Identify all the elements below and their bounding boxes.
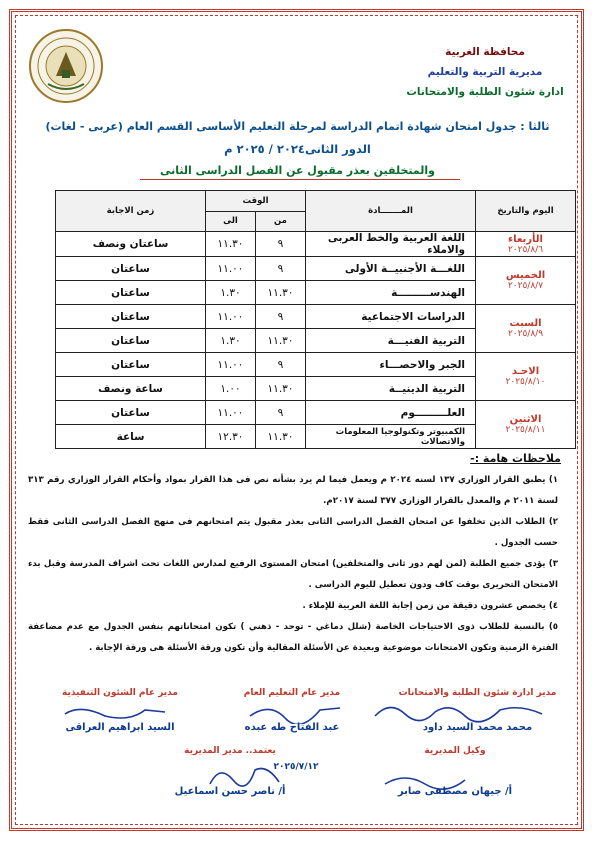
department-name: ادارة شئون الطلبة والامتحانات (406, 86, 564, 98)
duration-cell: ساعتان (56, 353, 206, 377)
handwritten-signature (370, 698, 550, 724)
handwritten-signature (60, 700, 170, 724)
governorate-seal-logo (26, 26, 106, 106)
signature-role: مدير عام الشئون التنفيذية (62, 688, 178, 698)
subject-cell: التربية الدينيــة (306, 377, 476, 401)
header-day-date: اليوم والتاريخ (476, 191, 576, 232)
signature-role: يعتمد.. مدير المديرية (184, 746, 276, 756)
title-underline (140, 179, 460, 180)
day-cell (476, 257, 576, 305)
subject-cell: اللغة العربية والخط العربى والاملاء (306, 232, 476, 257)
day-date: ٢٠٢٥/٨/٩ (507, 329, 544, 339)
table-row (56, 232, 576, 257)
subject-cell: الهندســـــــــة (306, 281, 476, 305)
to-time: ١١.٠٠ (206, 257, 256, 281)
exam-schedule-table (55, 190, 576, 449)
to-time: ١.٣٠ (206, 329, 256, 353)
duration-cell: ساعتان (56, 305, 206, 329)
handwritten-signature (380, 770, 470, 792)
day-name: الأربعاء (508, 233, 543, 245)
note-item: ١) يطبق القرار الوزاري ١٣٧ لسنه ٢٠٢٤ م ويعمل فيما لم يرد بشأنه نص فى هذا القرار بمواد وأحكام القرار الوزاري رقم ٣١٣ لسنة ٢٠١١ م والمعدل بالقرار الوزاري ٣٧٧ لسنة ٢٠١٧م. (28, 475, 559, 506)
header-subject: المـــــــادة (306, 191, 476, 232)
signature-name: محمد محمد السيد داود (422, 722, 533, 733)
day-cell (476, 353, 576, 401)
to-time: ١١.٣٠ (206, 232, 256, 257)
governorate-name: محافظة الغربية (445, 46, 525, 58)
header-block (405, 42, 565, 102)
day-date: ٢٠٢٥/٨/١١ (505, 425, 546, 435)
to-time: ١.٣٠ (206, 281, 256, 305)
handwritten-date (266, 762, 326, 772)
signature-name: السيد ابراهيم العراقى (65, 722, 175, 733)
subject-cell: الدراسات الاجتماعية (306, 305, 476, 329)
table-row (56, 257, 576, 281)
notes-list (28, 470, 558, 659)
note-item: ٢) الطلاب الذين تخلفوا عن امتحان الفصل الدراسى الثانى بعذر مقبول يتم امتحانهم فى منهج الفصل الدراسى الثانى فقط حسب الجدول . (28, 517, 558, 548)
signature-name: عبد الفتاح طه عبده (244, 722, 340, 733)
note-item: ٤) يخصص عشرون دقيقة من زمن إجابة اللغة العربية للإملاء . (302, 601, 558, 611)
from-time: ٩ (256, 305, 306, 329)
note-item: ٣) يؤدى جميع الطلبة (لمن لهم دور ثانى والمتخلفين) امتحان المستوى الرفيع لمدارس اللغات تحت اشراف المدرسة وقبل بدء الامتحان التحريرى بوقت كاف ودون تعطيل لليوم الدراسى . (28, 559, 558, 590)
day-date: ٢٠٢٥/٨/١٠ (505, 377, 546, 387)
from-time: ١١.٣٠ (256, 377, 306, 401)
from-time: ١١.٣٠ (256, 281, 306, 305)
notes-title: ملاحظات هامة :- (470, 452, 561, 465)
to-time: ١.٠٠ (206, 377, 256, 401)
to-time: ١١.٠٠ (206, 353, 256, 377)
duration-cell: ساعتان ونصف (56, 232, 206, 257)
note-item: ٥) بالنسبة للطلاب ذوى الاحتياجات الخاصة (شلل دماغي - توحد - ذهني ) تكون امتحاناتهم بنفس الجدول مع عدم مضاعفة الفترة الزمنية وتكون الامتحانات موضوعية وبعيدة عن الأسئلة المقالية وأن تكون ورقة الأسئلة هى ورقة الإجابة . (28, 622, 558, 653)
day-name: الاثنين (509, 414, 542, 425)
duration-cell: ساعتان (56, 281, 206, 305)
to-time: ١٢.٣٠ (206, 425, 256, 449)
document-subtitle: والمتخلفين بعذر مقبول عن الفصل الدراسى الثانى (160, 164, 435, 177)
duration-cell: ساعتان (56, 329, 206, 353)
signature-name: أ/ ناصر حسن اسماعيل (174, 786, 286, 797)
signature-name: أ/ جيهان مصطفى صابر (397, 786, 513, 797)
from-time: ٩ (256, 232, 306, 257)
duration-cell: ساعتان (56, 257, 206, 281)
day-name: الاحـد (511, 366, 540, 377)
day-date: ٢٠٢٥/٨/٧ (507, 281, 544, 291)
subject-cell: اللغـــة الأجنبيــة الأولى (306, 257, 476, 281)
header-time: الوقت (206, 191, 306, 212)
day-cell (476, 305, 576, 353)
document-title: ثالثا : جدول امتحان شهادة اتمام الدراسة لمرحلة التعليم الأساسى القسم العام (عربى - لغات) (45, 120, 550, 133)
day-name: الخميس (505, 270, 546, 281)
from-time: ٩ (256, 257, 306, 281)
day-cell (476, 232, 576, 257)
day-cell (476, 401, 576, 449)
table-row (56, 401, 576, 425)
table-row (56, 353, 576, 377)
day-date: ٢٠٢٥/٨/٦ (507, 244, 544, 255)
signature-role: مدير ادارة شئون الطلبة والامتحانات (398, 688, 557, 698)
from-time: ٩ (256, 353, 306, 377)
directorate-name: مديرية التربية والتعليم (427, 66, 543, 78)
signature-role: وكيل المديرية (424, 746, 486, 756)
header-from: من (256, 211, 306, 232)
handwritten-signature (245, 700, 345, 724)
subject-cell: التربية الفنيـــة (306, 329, 476, 353)
day-name: السبت (509, 318, 542, 329)
to-time: ١١.٠٠ (206, 305, 256, 329)
duration-cell: ساعتان (56, 401, 206, 425)
table-row (56, 305, 576, 329)
subject-cell: العلـــــــــوم (306, 401, 476, 425)
document-session: الدور الثانى٢٠٢٤ / ٢٠٢٥ م (224, 142, 371, 156)
header-duration: زمن الاجابة (56, 191, 206, 232)
duration-cell: ساعة (56, 425, 206, 449)
duration-cell: ساعة ونصف (56, 377, 206, 401)
from-time: ١١.٣٠ (256, 329, 306, 353)
from-time: ٩ (256, 401, 306, 425)
header-to: الى (206, 211, 256, 232)
signature-role: مدير عام التعليم العام (243, 688, 341, 698)
from-time: ١١.٣٠ (256, 425, 306, 449)
handwritten-date-text: ٢٠٢٥/٧/١٢ (273, 762, 319, 772)
to-time: ١١.٠٠ (206, 401, 256, 425)
subject-cell: الكمبيوتر وتكنولوجيا المعلومات والاتصالات (306, 425, 476, 449)
subject-cell: الجبر والاحصـــاء (306, 353, 476, 377)
